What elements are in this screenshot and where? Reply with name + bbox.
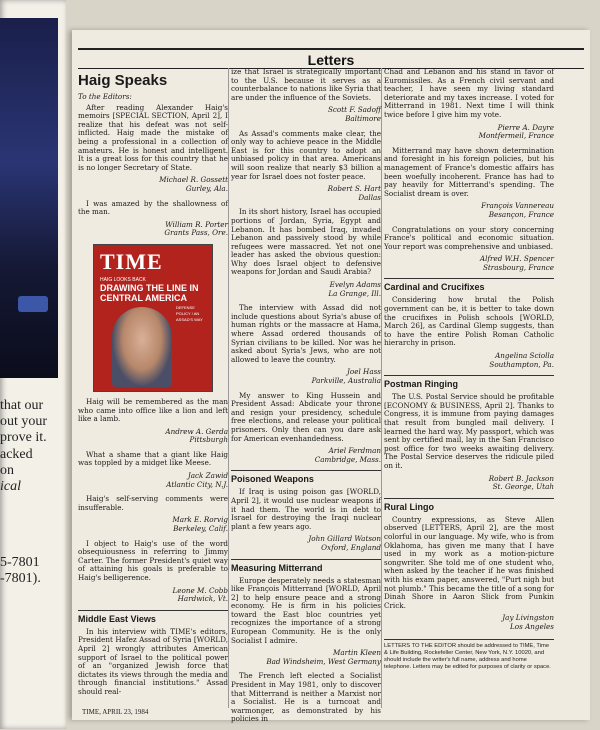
signature-place: Grants Pass, Ore. (164, 228, 228, 238)
signature-place: Hardwick, Vt. (177, 594, 228, 604)
letter-signature (384, 124, 554, 141)
signature-name: Joel Hass (347, 367, 381, 377)
signature-place: Bad Windsheim, West Germany (266, 656, 381, 666)
letters-page (72, 30, 590, 724)
cover-sidebar: DEFENSE POLICY / AN ASSAD'S WAY (176, 304, 203, 322)
ad-logo (18, 296, 48, 312)
letter-text: If Iraq is using poison gas [WORLD, April 2], it would use nuclear weapons if it had them. The world is in debt to Israel for destroying the Iraqi nuclear plant a few years ago. (231, 487, 381, 531)
column-3 (384, 68, 554, 671)
prev-text: acked (0, 447, 33, 462)
letter-list (231, 68, 381, 464)
letter-signature (231, 106, 381, 123)
letter-signature (231, 368, 381, 385)
prev-text: on (0, 463, 14, 478)
letter-signature (78, 472, 228, 489)
column-divider (228, 68, 229, 708)
letter-list (78, 398, 228, 604)
signature-place: Strasbourg, France (482, 262, 554, 272)
section-heading: Cardinal and Crucifixes (384, 278, 554, 292)
letter-signature (231, 535, 381, 552)
section-heading: Poisoned Weapons (231, 470, 381, 484)
letter-text: I was amazed by the shallowness of the man. (78, 198, 228, 217)
signature-name: Evelyn Adams (329, 280, 381, 290)
section-heading: Middle East Views (78, 610, 228, 624)
letter-signature (78, 428, 228, 445)
prev-text: ical (0, 479, 21, 494)
letter-text: In its short history, Israel has occupied portions of Jordan, Syria, Egypt and Lebanon. It has bombed Iraq, invaded Lebanon and passively stood by while refugees were massacred. Yet not one leader has asked the obvious question: Why does Israel object to defensive weapons for Jordan and Saudi Arabia? (231, 207, 381, 277)
signature-place: Pittsburgh (189, 435, 228, 445)
signature-name: Alfred W.H. Spencer (479, 254, 554, 264)
letter-signature (384, 202, 554, 219)
letter-list (384, 393, 554, 492)
prev-text: 5-7801 (0, 555, 40, 570)
previous-page-ad (0, 18, 58, 378)
section-heading: Haig Speaks (78, 72, 168, 89)
signature-place: St. George, Utah (492, 482, 554, 492)
section-heading: Rural Lingo (384, 498, 554, 512)
letter-signature (231, 447, 381, 464)
submission-notice: LETTERS TO THE EDITOR should be addressed to TIME, Time & Life Building, Rockefeller Center, New York, N.Y. 10020, and should include the writer's full name, address and home telephone. Letters may be edited for purposes of clarity or space. (384, 639, 554, 671)
salutation: To the Editors: (78, 92, 132, 101)
prev-text: prove it. (0, 430, 47, 445)
letter-text: The French left elected a Socialist President in May 1981, only to discover that Mitterrand is neither a Marxist nor a Socialist. He is a turncoat and warmonger, as demonstrated by his policies in (231, 671, 381, 724)
signature-name: Jack Zawid (187, 471, 228, 481)
letter-text: Congratulations on your story concerning France's political and economic situation. Your report was comprehensive and unbiased. (384, 224, 554, 251)
signature-place: Gurley, Ala. (185, 183, 228, 193)
letter-list (384, 516, 554, 632)
signature-place: Parkville, Australia (311, 376, 381, 385)
letter-signature (78, 176, 228, 193)
letter-list (384, 68, 554, 272)
letter-signature (384, 352, 554, 369)
cover-portrait (112, 307, 172, 387)
signature-name: Pierre A. Dayre (497, 122, 554, 132)
signature-place: Cambridge, Mass. (314, 454, 381, 464)
column-1 (78, 68, 228, 703)
signature-name: Robert B. Jackson (488, 473, 554, 483)
letter-text: Considering how brutal the Polish government can be, it is better to take down the crucifixes in Polish schools [WORLD, March 26], as Cardinal Glemp suggests, than to have the entire Polish Roman Catholic hierarchy in prison. (384, 295, 554, 348)
signature-name: Leone M. Cobb (172, 585, 228, 595)
column-divider (381, 68, 382, 708)
signature-place: La Grange, Ill. (328, 288, 381, 298)
signature-place: Berkeley, Calif. (173, 524, 228, 534)
letter-signature (384, 475, 554, 492)
signature-name: Scott F. Sadoff (327, 105, 381, 115)
signature-place: Baltimore (345, 113, 381, 123)
letter-text: Haig will be remembered as the man who came into office like a lion and left like a lamb. (78, 396, 228, 424)
prev-text: that our (0, 398, 44, 413)
section-heading: Measuring Mitterrand (231, 559, 381, 573)
column-2 (231, 68, 381, 730)
signature-name: Mark E. Rorvig (172, 515, 228, 525)
letter-signature (78, 516, 228, 533)
signature-name: Martin Kleen (333, 648, 381, 658)
letter-signature (231, 185, 381, 202)
letter-text: After reading Alexander Haig's memoirs [SPECIAL SECTION, April 2], I realize that his defeat was not self-inflicted. Haig made the mistake of being a professional in a collection of amateurs. He is honest and intelligent. It is a great loss for this country that he is no longer Secretary of State. (78, 102, 228, 172)
letter-list (231, 577, 381, 725)
signature-place: Oxford, England (321, 542, 381, 552)
signature-place: Southampton, Pa. (489, 359, 554, 369)
prev-text: out your (0, 414, 48, 429)
prev-text: -7801). (0, 571, 41, 586)
letter-text: In his interview with TIME's editors, President Hafez Assad of Syria [WORLD, April 2] wrongly attributes American support of Israel to the political power of an "organized Jewish force that dictates its views through the media and through financial institutions." Assad should real- (78, 626, 228, 696)
cover-kicker: HAIG LOOKS BACK (100, 276, 146, 283)
signature-name: Andrew A. Gerda (165, 426, 228, 436)
signature-place: Besançon, France (488, 209, 554, 219)
signature-name: Angelina Sciolla (495, 351, 554, 361)
cover-headline: DRAWING THE LINE IN CENTRAL AMERICA (100, 282, 199, 303)
signature-name: Robert S. Hart (327, 184, 381, 194)
signature-place: Dallas (358, 192, 381, 202)
letter-text: I object to Haig's use of the word obsequiousness in referring to Jimmy Carter. The former President's quiet way of attaining his goals is preferable to Haig's belligerence. (78, 538, 228, 582)
page-header (78, 48, 584, 69)
letter-text: As Assad's comments make clear, the only way to achieve peace in the Middle East is for this country to adopt an unbiased policy in that area. Americans will soon realize that nearly $3 billion a year for Israel does not foster peace. (231, 128, 381, 181)
letter-signature (231, 649, 381, 666)
letter-text: Country expressions, as Steve Allen observed [LETTERS, April 2], are the most colorful in our language. My wife, who is from Oklahoma, has given me many that I have used in my work as a motion-picture songwriter. She told me of one student who, when asked by the teacher if he was finished with his exam paper, answered, "Purt nigh but not plumb." This became the title of a song for Dinah Shore in Aaron Slick from Punkin Crick. (384, 514, 554, 610)
previous-page (0, 0, 66, 729)
cover-logo: TIME (100, 248, 163, 274)
signature-place: Montfermeil, France (478, 131, 554, 141)
signature-place: Los Angeles (510, 621, 554, 631)
letter-signature (384, 614, 554, 631)
section-heading: Postman Ringing (384, 375, 554, 389)
letter-signature (384, 255, 554, 272)
page-footer: TIME, APRIL 23, 1984 (82, 708, 149, 716)
signature-name: Ariel Ferdman (328, 446, 381, 456)
letter-text: Europe desperately needs a statesman like François Mitterrand [WORLD, April 2] to help ensure peace and a strong economy. He is firm in his policies toward the East bloc countries yet recognizes the importance of a strong European Community. He is the only Socialist I admire. (231, 575, 381, 645)
letter-text: My answer to King Hussein and President Assad: Abdicate your throne and resign your presidency, schedule free elections, and release your political prisoners. Only then can you dare ask for American evenhandedness. (231, 390, 381, 443)
letter-signature (231, 281, 381, 298)
letter-list (384, 296, 554, 369)
letter-list (78, 104, 228, 238)
letter-text: What a shame that a giant like Haig was toppled by a midget like Meese. (78, 449, 228, 468)
letter-signature (78, 587, 228, 604)
signature-place: Atlantic City, N.J. (166, 479, 228, 489)
letter-list (231, 488, 381, 552)
letter-text: Chad and Lebanon and his stand in favor of Euromissiles. As a French civil servant and teacher, I have seen my living standard deteriorate and my taxes increase. I voted for Mitterrand in 1981. Next time I will think twice before I give him my vote. (384, 67, 554, 119)
letter-text: The interview with Assad did not include questions about Syria's abuse of human rights or the massacre at Hama, where Assad ordered thousands of Syrian civilians to be killed. Nor was he asked about Syria's Jews, who are not allowed to leave the country. (231, 303, 381, 364)
letter-signature (78, 221, 228, 238)
signature-name: John Gillard Watson (308, 534, 381, 544)
letter-text: Mitterrand may have shown determination and foresight in his foreign policies, but his management of France's domestic affairs has been woefully incoherent. France has had to pay heavily for Mitterrand's spending. The Socialist dream is over. (384, 145, 554, 198)
page-title: Letters (307, 52, 355, 68)
letter-text: ize that Israel is strategically important to the U.S. because it serves as a counterbalance to nations like Syria that are under the influence of the Soviets. (231, 67, 381, 102)
signature-name: Michael R. Gossett (159, 175, 228, 185)
signature-name: William R. Porter (165, 219, 228, 229)
signature-name: Jay Livingston (502, 613, 554, 623)
letter-text: Haig's self-serving comments were insufferable. (78, 494, 228, 512)
magazine-cover-image (93, 244, 213, 392)
letter-text: The U.S. Postal Service should be profitable [ECONOMY & BUSINESS, April 2]. Thanks to Congress, it is immune from paying damages that result from bungled mail delivery. I learned the hard way. My passport, which was sent by certified mail, lay in the San Francisco post office for two weeks awaiting delivery. The Postal Service deserves the ridicule piled on it. (384, 392, 554, 470)
signature-name: François Vannereau (481, 201, 554, 211)
